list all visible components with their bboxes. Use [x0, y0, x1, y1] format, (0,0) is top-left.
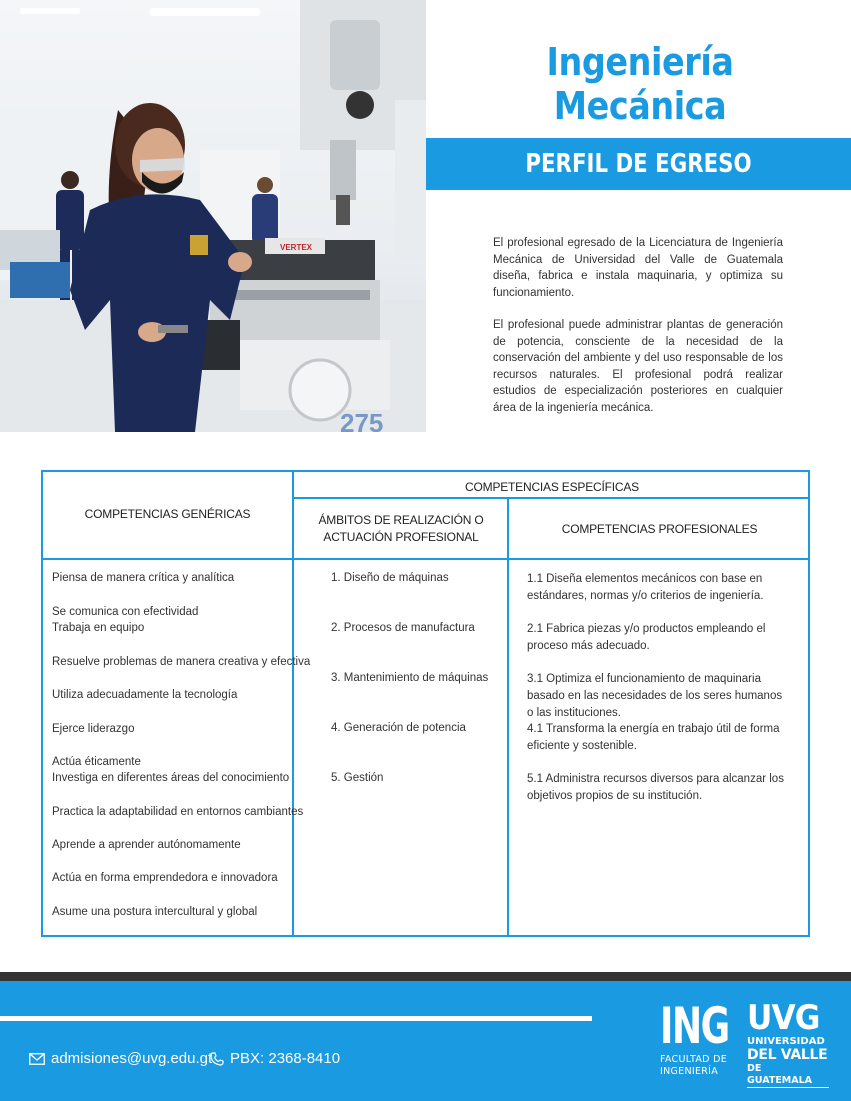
list-item: Asume una postura intercultural y global	[52, 906, 258, 918]
ing-logo-line2: INGENIERÍA	[660, 1066, 719, 1077]
header-specific: COMPETENCIAS ESPECÍFICAS	[465, 480, 639, 494]
list-item: 5.1 Administra recursos diversos para alcanzar los objetivos propios de su institución.	[527, 773, 784, 802]
lab-photo-illustration	[0, 0, 426, 432]
table-divider	[294, 497, 808, 499]
table-divider	[292, 472, 294, 935]
list-item: Aprende a aprender autónomamente	[52, 839, 241, 851]
page-title: Ingeniería Mecánica	[546, 40, 734, 128]
list-item: 1.1 Diseña elementos mecánicos con base en estándares, normas y/o criterios de ingeniería.	[527, 573, 764, 602]
list-item: 3.1 Optimiza el funcionamiento de maquinaria basado en las necesidades de los seres humanos o las instituciones.	[527, 673, 783, 719]
uvg-logo-line2: DEL VALLE	[747, 1047, 828, 1063]
list-item: 1. Diseño de máquinas	[331, 572, 449, 584]
envelope-icon	[29, 1053, 45, 1065]
list-item: Actúa en forma emprendedora e innovadora	[52, 872, 278, 884]
svg-text:275: 275	[340, 408, 384, 432]
hero-photo	[0, 0, 426, 432]
list-item: Resuelve problemas de manera creativa y efectiva	[52, 656, 311, 668]
list-item: 5. Gestión	[331, 772, 384, 784]
banner-title: PERFIL DE EGRESO	[525, 149, 752, 179]
ing-logo-mark: ING	[660, 997, 729, 1055]
list-item: 4. Generación de potencia	[331, 722, 466, 734]
phone-link[interactable]	[210, 1050, 340, 1067]
generic-list	[52, 572, 311, 932]
section-banner	[426, 138, 851, 190]
profesionales-list	[527, 571, 802, 931]
list-item: 2.1 Fabrica piezas y/o productos empleando el proceso más adecuado.	[527, 623, 766, 652]
machine-brand-label: VERTEX	[280, 243, 313, 252]
list-item: Actúa éticamente	[52, 756, 141, 768]
email-link[interactable]	[29, 1050, 212, 1067]
footer-accent-line	[0, 1016, 592, 1021]
university-logo	[747, 1000, 829, 1088]
header-profesionales: COMPETENCIAS PROFESIONALES	[561, 522, 758, 536]
table-divider	[507, 498, 509, 935]
uvg-logo-line3: DE GUATEMALA	[747, 1063, 829, 1088]
uvg-logo-line1: UNIVERSIDAD	[747, 1036, 825, 1047]
list-item: 4.1 Transforma la energía en trabajo útil de forma eficiente y sostenible.	[527, 723, 780, 752]
footer-divider	[0, 972, 851, 981]
email-text: admisiones@uvg.edu.gt	[51, 1050, 213, 1067]
header-ambitos: ÁMBITOS DE REALIZACIÓN O ACTUACIÓN PROFESIONAL	[318, 513, 484, 544]
header-generic: COMPETENCIAS GENÉRICAS	[84, 507, 251, 521]
ambitos-list	[331, 572, 501, 932]
list-item: Piensa de manera crítica y analítica	[52, 572, 235, 584]
phone-icon	[210, 1052, 224, 1066]
intro-paragraph-1: El profesional egresado de la Licenciatura de Ingeniería Mecánica de Universidad del Valle de Guatemala diseña, fabrica e instala maquinaria, y optimiza su funcionamiento.	[493, 237, 783, 299]
list-item: Ejerce liderazgo	[52, 723, 135, 735]
ing-logo-line1: FACULTAD DE	[660, 1054, 728, 1065]
uvg-logo-mark: UVG	[747, 998, 820, 1038]
intro-paragraph-2: El profesional puede administrar plantas de generación de potencia, consciente de la necesidad de la conservación del ambiente y del uso responsable de los recursos naturales. El profesional podrá realizar estudios de especialización posteriores en cualquier área de la ingeniería mecánica.	[493, 319, 783, 414]
phone-text: PBX: 2368-8410	[230, 1050, 341, 1067]
list-item: Se comunica con efectividad	[52, 606, 199, 618]
list-item: Investiga en diferentes áreas del conocimiento	[52, 772, 290, 784]
competencies-table	[41, 470, 810, 937]
list-item: 3. Mantenimiento de máquinas	[331, 672, 489, 684]
list-item: Utiliza adecuadamente la tecnología	[52, 689, 238, 701]
list-item: Practica la adaptabilidad en entornos cambiantes	[52, 806, 304, 818]
list-item: 2. Procesos de manufactura	[331, 622, 475, 634]
table-divider	[43, 558, 808, 560]
faculty-logo	[660, 997, 756, 1078]
list-item: Trabaja en equipo	[52, 622, 145, 634]
profile-description	[493, 235, 783, 416]
